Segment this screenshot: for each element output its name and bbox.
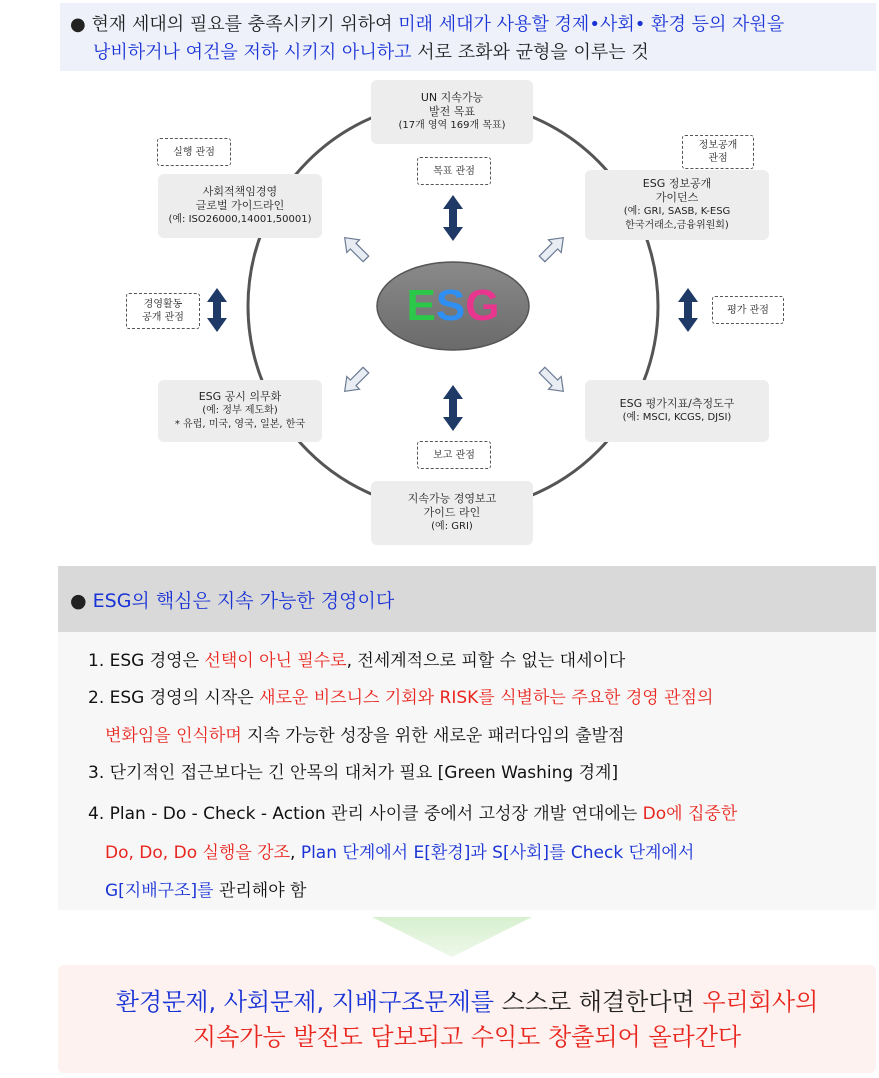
tag-text: 관점 <box>708 153 728 164</box>
node-esg-evaluation-index <box>585 380 769 442</box>
conclusion-line-1 <box>58 986 876 1018</box>
node-text: 가이던스 <box>655 191 699 204</box>
tag-text: 평가 관점 <box>727 304 769 316</box>
conclusion-highlight-red: 우리회사의 <box>702 988 819 1016</box>
item-highlight-blue: Plan 단계에서 E[환경]과 S[사회]를 Check 단계에서 <box>300 843 695 863</box>
definition-text: 현재 세대의 필요를 충족시키기 위하여 <box>91 14 399 35</box>
tag-text: 경영활동 <box>143 299 183 310</box>
core-title <box>70 586 394 613</box>
tag-text: 실행 관점 <box>173 146 215 158</box>
tag-text: 목표 관점 <box>433 165 475 177</box>
conclusion-highlight-blue: 환경문제, 사회문제, 지배구조문제를 <box>115 988 494 1016</box>
node-text: * 유럽, 미국, 영국, 일본, 한국 <box>174 419 306 430</box>
esg-letter-s: S <box>435 281 466 330</box>
esg-letter-e: E <box>406 281 436 330</box>
list-item-continuation <box>105 842 694 864</box>
tag-report-perspective <box>417 441 491 469</box>
node-esg-disclosure-mandate <box>158 380 322 442</box>
item-text: 3. 단기적인 접근보다는 긴 안목의 대처가 필요 [Green Washing 경계] <box>88 763 619 783</box>
tag-execution-perspective <box>157 138 231 166</box>
list-item <box>88 803 737 825</box>
node-text: ESG 평가지표/측정도구 <box>619 397 735 410</box>
item-text: 2. ESG 경영의 시작은 <box>88 688 260 708</box>
esg-center-label <box>377 280 529 332</box>
down-arrow-icon <box>372 917 532 957</box>
item-highlight-blue: G[지배구조]를 <box>105 881 214 901</box>
arrow-top-left-icon <box>338 231 372 265</box>
node-sustainability-report-guideline <box>371 481 533 545</box>
double-arrow-top-icon <box>443 195 463 241</box>
list-item-continuation <box>105 725 624 747</box>
core-title-text: ESG의 핵심은 지속 가능한 경영이다 <box>92 590 395 612</box>
double-arrow-left-icon <box>207 288 227 332</box>
arrow-bottom-left-icon <box>338 364 372 398</box>
arrow-top-right-icon <box>536 231 570 265</box>
node-csr-global-guideline <box>158 174 322 238</box>
item-highlight: Do에 집중한 <box>642 804 738 824</box>
tag-text: 공개 관점 <box>142 312 184 323</box>
definition-line-1 <box>70 13 784 37</box>
arrow-bottom-right-icon <box>536 364 570 398</box>
definition-highlight: 낭비하거나 여건을 저하 시키지 아니하고 <box>93 42 412 63</box>
double-arrow-right-icon <box>678 288 698 332</box>
core-items-list <box>58 632 876 910</box>
tag-disclosure-perspective <box>682 135 754 169</box>
item-highlight: 새로운 비즈니스 기회와 RISK를 식별하는 주요한 경영 관점의 <box>259 688 714 708</box>
definition-highlight: 미래 세대가 사용할 경제•사회• 환경 등의 자원을 <box>398 14 785 35</box>
node-esg-disclosure-guidance <box>585 170 769 240</box>
tag-activity-disclosure-perspective <box>126 293 200 329</box>
list-item <box>88 687 713 709</box>
node-text: 가이드 라인 <box>423 506 481 519</box>
node-text: ESG 공시 의무화 <box>198 390 282 403</box>
item-highlight: Do, Do, Do 실행을 강조 <box>105 843 291 863</box>
bullet-icon: ● <box>70 590 87 612</box>
definition-line-2 <box>93 41 649 65</box>
node-text: 지속가능 경영보고 <box>407 492 497 505</box>
conclusion-box <box>58 965 876 1073</box>
tag-text: 보고 관점 <box>433 449 475 461</box>
node-text: (17개 영역 169개 목표) <box>398 120 506 131</box>
node-text: (예: ISO26000,14001,50001) <box>168 214 312 225</box>
tag-goal-perspective <box>417 157 491 185</box>
tag-text: 정보공개 <box>698 140 738 151</box>
double-arrow-bottom-icon <box>443 385 463 431</box>
node-text: (예: MSCI, KCGS, DJSI) <box>622 412 732 423</box>
node-text: 한국거래소,금융위원회) <box>625 220 729 231</box>
node-text: (예: GRI, SASB, K-ESG <box>623 206 731 217</box>
bullet-icon: ● <box>70 14 86 35</box>
node-un-sdg <box>371 80 533 144</box>
item-text: 4. Plan - Do - Check - Action 관리 사이클 중에서 고성장 개발 연대에는 <box>88 804 643 824</box>
list-item-continuation <box>105 880 306 902</box>
list-item <box>88 762 618 784</box>
esg-framework-diagram <box>0 75 879 555</box>
node-text: (예: GRI) <box>431 521 473 532</box>
core-section-header <box>58 566 876 632</box>
node-text: 발전 목표 <box>428 105 475 118</box>
conclusion-highlight-red: 지속가능 발전도 담보되고 수익도 창출되어 올라간다 <box>192 1023 742 1051</box>
item-highlight: 변화임을 인식하며 <box>105 726 242 746</box>
node-text: (예: 정부 제도화) <box>202 405 278 416</box>
item-text: , <box>290 843 301 863</box>
esg-letter-g: G <box>465 281 500 330</box>
conclusion-text: 스스로 해결한다면 <box>494 988 703 1016</box>
conclusion-line-2 <box>58 1021 876 1053</box>
item-text: 지속 가능한 성장을 위한 새로운 패러다임의 출발점 <box>241 726 625 746</box>
item-highlight: 선택이 아닌 필수로 <box>204 651 347 671</box>
item-text: , 전세계적으로 피할 수 없는 대세이다 <box>346 651 626 671</box>
item-text: 1. ESG 경영은 <box>88 651 205 671</box>
node-text: 사회적책임경영 <box>202 185 278 198</box>
definition-banner <box>60 3 876 71</box>
definition-text: 서로 조화와 균형을 이루는 것 <box>411 42 649 63</box>
tag-evaluation-perspective <box>712 296 784 324</box>
node-text: ESG 정보공개 <box>642 177 712 190</box>
node-text: 글로벌 가이드라인 <box>195 199 285 212</box>
node-text: UN 지속가능 <box>420 91 484 104</box>
list-item <box>88 650 625 672</box>
item-text: 관리해야 함 <box>213 881 307 901</box>
